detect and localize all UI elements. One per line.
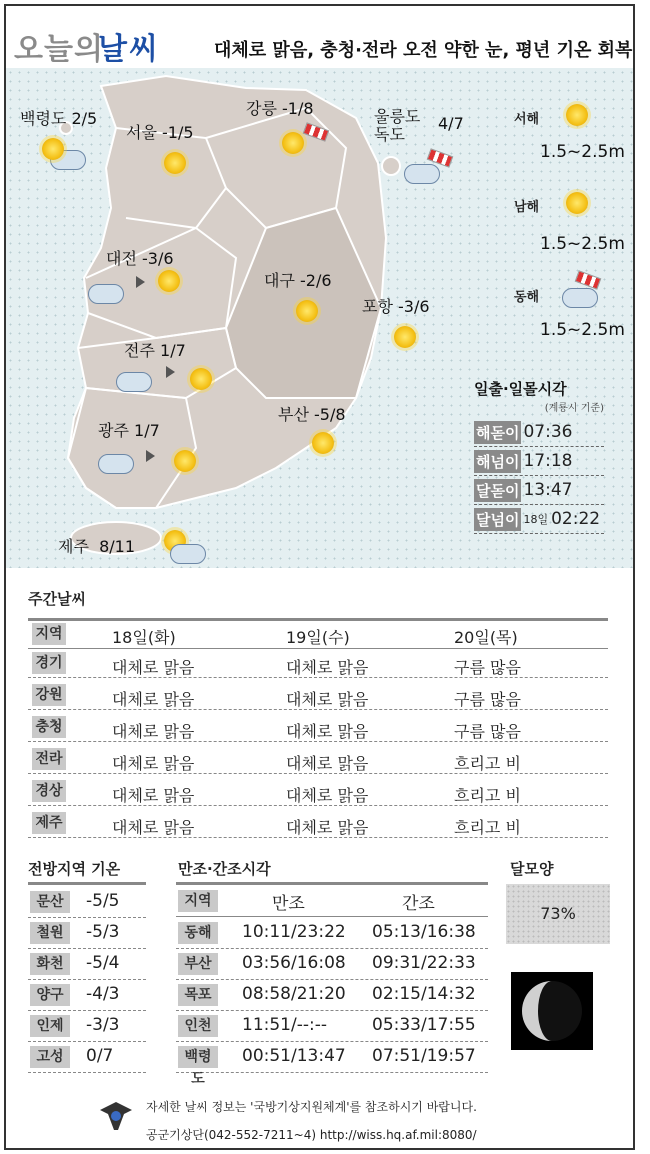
- sunrise-label: 해돋이: [474, 421, 521, 444]
- weekly-header-day3: 20일(목): [454, 628, 518, 647]
- weekly-region: 경상: [32, 780, 66, 802]
- sea-south-label: 남해: [514, 200, 540, 215]
- cloud-icon: [88, 284, 124, 304]
- weekly-day1: 대체로 맑음: [112, 690, 195, 709]
- front-row: [28, 1010, 146, 1042]
- tide-row: [176, 1041, 488, 1087]
- front-row: [28, 1041, 146, 1073]
- weekly-day1: 대체로 맑음: [112, 818, 195, 837]
- weekly-day1: 대체로 맑음: [112, 658, 195, 677]
- city-temp: -1/8: [282, 99, 314, 118]
- weekly-region: 전라: [32, 748, 66, 770]
- front-region: 양구: [30, 984, 70, 1006]
- city-busan: [278, 402, 346, 425]
- city-temp: 8/11: [99, 537, 136, 556]
- weekly-region: 강원: [32, 684, 66, 706]
- weekly-day3: 구름 많음: [454, 658, 521, 677]
- city-baengnyeongdo: [20, 106, 97, 129]
- city-name: 강릉: [246, 99, 277, 118]
- city-jeonju: [124, 338, 186, 361]
- front-temp: 0/7: [86, 1046, 114, 1066]
- tide-row: [176, 1010, 488, 1042]
- weekly-day3: 흐리고 비: [454, 754, 521, 773]
- city-name: 울릉도 독도: [374, 107, 421, 144]
- weekly-region: 경기: [32, 652, 66, 674]
- weekly-header-day1: 18일(화): [112, 628, 176, 647]
- moon-icon: [511, 972, 593, 1050]
- sunrise-subtitle: (계룡시 기준): [544, 403, 604, 414]
- sun-icon: [190, 368, 212, 390]
- moon-phase-image: [511, 972, 593, 1050]
- cloud-icon: [404, 164, 440, 184]
- weekly-header-day2: 19일(수): [286, 628, 350, 647]
- front-row: [28, 979, 146, 1011]
- moonset-day: 18일: [523, 513, 549, 526]
- eagle-logo-icon: [96, 1096, 136, 1136]
- front-temp-title: 전방지역 기온: [28, 860, 121, 878]
- sea-east-label: 동해: [514, 290, 540, 305]
- tide-header-row: [176, 882, 488, 917]
- sun-icon: [296, 300, 318, 322]
- front-temp: -3/3: [86, 1015, 120, 1035]
- front-region: 문산: [30, 891, 70, 913]
- sea-south-wave: 1.5~2.5m: [540, 234, 625, 254]
- front-divider: [28, 882, 146, 885]
- city-name: 서울: [126, 123, 157, 142]
- cloud-icon: [98, 454, 134, 474]
- tide-row: [176, 979, 488, 1011]
- headline: 대체로 맑음, 충청·전라 오전 약한 눈, 평년 기온 회복: [214, 40, 633, 61]
- weekly-day3: 구름 많음: [454, 722, 521, 741]
- sun-icon: [158, 270, 180, 292]
- weekly-day2: 대체로 맑음: [286, 754, 369, 773]
- moonrise-label: 달돋이: [474, 479, 521, 502]
- tide-high: 00:51/13:47: [242, 1046, 346, 1066]
- moon-percent: 73%: [506, 884, 610, 944]
- front-row: [28, 917, 146, 949]
- front-region: 인제: [30, 1015, 70, 1037]
- city-name: 백령도: [20, 109, 67, 128]
- sea-east-wave: 1.5~2.5m: [540, 320, 625, 340]
- tide-region: 동해: [178, 922, 218, 944]
- city-temp: -1/5: [162, 123, 194, 142]
- moonset-label: 달넘이: [474, 508, 521, 531]
- city-temp: 1/7: [160, 341, 186, 360]
- weekly-day2: 대체로 맑음: [286, 786, 369, 805]
- sunrise-row: [474, 418, 604, 447]
- front-temp: -5/5: [86, 891, 120, 911]
- city-temp: -3/6: [398, 297, 430, 316]
- weekly-region: 충청: [32, 716, 66, 738]
- sunset-row: [474, 447, 604, 476]
- city-seoul: [126, 120, 194, 143]
- arrow-right-icon: [166, 366, 175, 378]
- weather-panel: [4, 4, 635, 1150]
- sun-icon: [282, 132, 304, 154]
- tide-region: 백령도: [178, 1046, 218, 1068]
- weekly-day2: 대체로 맑음: [286, 818, 369, 837]
- weekly-day3: 흐리고 비: [454, 786, 521, 805]
- sun-icon: [566, 192, 588, 214]
- tide-low: 02:15/14:32: [372, 984, 476, 1004]
- city-jeju: [58, 534, 135, 557]
- front-row: [28, 886, 146, 918]
- tide-low: 05:33/17:55: [372, 1015, 476, 1035]
- city-pohang: [362, 294, 430, 317]
- weekly-title: 주간날씨: [28, 590, 86, 608]
- tide-low: 07:51/19:57: [372, 1046, 476, 1066]
- weekly-row: [28, 678, 608, 710]
- front-temp: -5/3: [86, 922, 120, 942]
- sun-icon: [566, 104, 588, 126]
- city-name: 전주: [124, 341, 155, 360]
- tide-row: [176, 917, 488, 949]
- title-weather: 날씨: [98, 32, 160, 67]
- city-name: 포항: [362, 297, 393, 316]
- front-region: 화천: [30, 953, 70, 975]
- city-temp: -5/8: [314, 405, 346, 424]
- sea-west-label: 서해: [514, 112, 540, 127]
- sun-icon: [164, 152, 186, 174]
- moonset-row: [474, 505, 604, 534]
- sun-icon: [394, 326, 416, 348]
- weekly-day2: 대체로 맑음: [286, 722, 369, 741]
- tide-high: 08:58/21:20: [242, 984, 346, 1004]
- weekly-region: 제주: [32, 812, 66, 834]
- tide-high: 11:51/--:--: [242, 1015, 327, 1035]
- header: [6, 6, 633, 66]
- tide-header-low: 간조: [402, 894, 435, 914]
- front-region: 철원: [30, 922, 70, 944]
- weekly-row: [28, 806, 608, 838]
- city-temp: 1/7: [134, 421, 160, 440]
- weekly-day1: 대체로 맑음: [112, 722, 195, 741]
- sunset-label: 해넘이: [474, 450, 521, 473]
- tide-low: 09:31/22:33: [372, 953, 476, 973]
- moonset-time: 02:22: [551, 509, 601, 529]
- front-temp: -5/4: [86, 953, 120, 973]
- tide-high: 10:11/23:22: [242, 922, 346, 942]
- city-name: 제주: [58, 537, 89, 556]
- city-name: 대구: [264, 271, 295, 290]
- cloud-icon: [170, 544, 206, 564]
- cloud-icon: [116, 372, 152, 392]
- city-temp: -3/6: [142, 249, 174, 268]
- tide-low: 05:13/16:38: [372, 922, 476, 942]
- arrow-right-icon: [136, 276, 145, 288]
- city-gangneung: [246, 96, 314, 119]
- weekly-day3: 흐리고 비: [454, 818, 521, 837]
- weekly-row: [28, 710, 608, 742]
- sun-icon: [312, 432, 334, 454]
- city-temp: 2/5: [71, 109, 98, 128]
- front-row: [28, 948, 146, 980]
- tide-title: 만조·간조시각: [178, 860, 271, 878]
- city-ulleungdo-temp: 4/7: [438, 114, 464, 133]
- weekly-day3: 구름 많음: [454, 690, 521, 709]
- tide-region: 부산: [178, 953, 218, 975]
- front-region: 고성: [30, 1046, 70, 1068]
- front-temp: -4/3: [86, 984, 120, 1004]
- city-name: 광주: [98, 421, 129, 440]
- moon-title: 달모양: [510, 860, 554, 878]
- city-ulleungdo: [374, 108, 420, 144]
- weekly-day2: 대체로 맑음: [286, 690, 369, 709]
- moonrise-time: 13:47: [523, 480, 573, 500]
- tide-high: 03:56/16:08: [242, 953, 346, 973]
- city-daejeon: [106, 246, 174, 269]
- sun-icon: [42, 138, 64, 160]
- tide-region: 목포: [178, 984, 218, 1006]
- city-daegu: [264, 268, 332, 291]
- weekly-day1: 대체로 맑음: [112, 786, 195, 805]
- weekly-row: [28, 646, 608, 678]
- cloud-icon: [562, 288, 598, 308]
- weekly-header-region: 지역: [32, 623, 66, 645]
- arrow-right-icon: [146, 450, 155, 462]
- moonrise-row: [474, 476, 604, 505]
- weekly-day1: 대체로 맑음: [112, 754, 195, 773]
- sea-west-wave: 1.5~2.5m: [540, 142, 625, 162]
- tide-header-high: 만조: [272, 894, 305, 914]
- sunrise-sunset-box: [474, 378, 604, 534]
- weekly-header-row: [28, 618, 608, 649]
- city-temp: -2/6: [300, 271, 332, 290]
- title-today: 오늘의: [14, 32, 104, 67]
- city-name: 대전: [106, 249, 137, 268]
- weekly-day2: 대체로 맑음: [286, 658, 369, 677]
- footer-notice: 자세한 날씨 정보는 '국방기상지원체계'를 참조하시기 바랍니다.: [146, 1100, 477, 1114]
- sunset-time: 17:18: [523, 451, 573, 471]
- weekly-row: [28, 742, 608, 774]
- weekly-row: [28, 774, 608, 806]
- sun-icon: [174, 450, 196, 472]
- city-gwangju: [98, 418, 160, 441]
- footer-contact: 공군기상단(042-552-7211~4) http://wiss.hq.af.mil:8080/: [146, 1128, 477, 1142]
- tide-row: [176, 948, 488, 980]
- sunrise-time: 07:36: [523, 422, 573, 442]
- sunrise-title: 일출·일몰시각: [474, 380, 567, 398]
- tide-header-region: 지역: [178, 890, 218, 912]
- tide-region: 인천: [178, 1015, 218, 1037]
- city-name: 부산: [278, 405, 309, 424]
